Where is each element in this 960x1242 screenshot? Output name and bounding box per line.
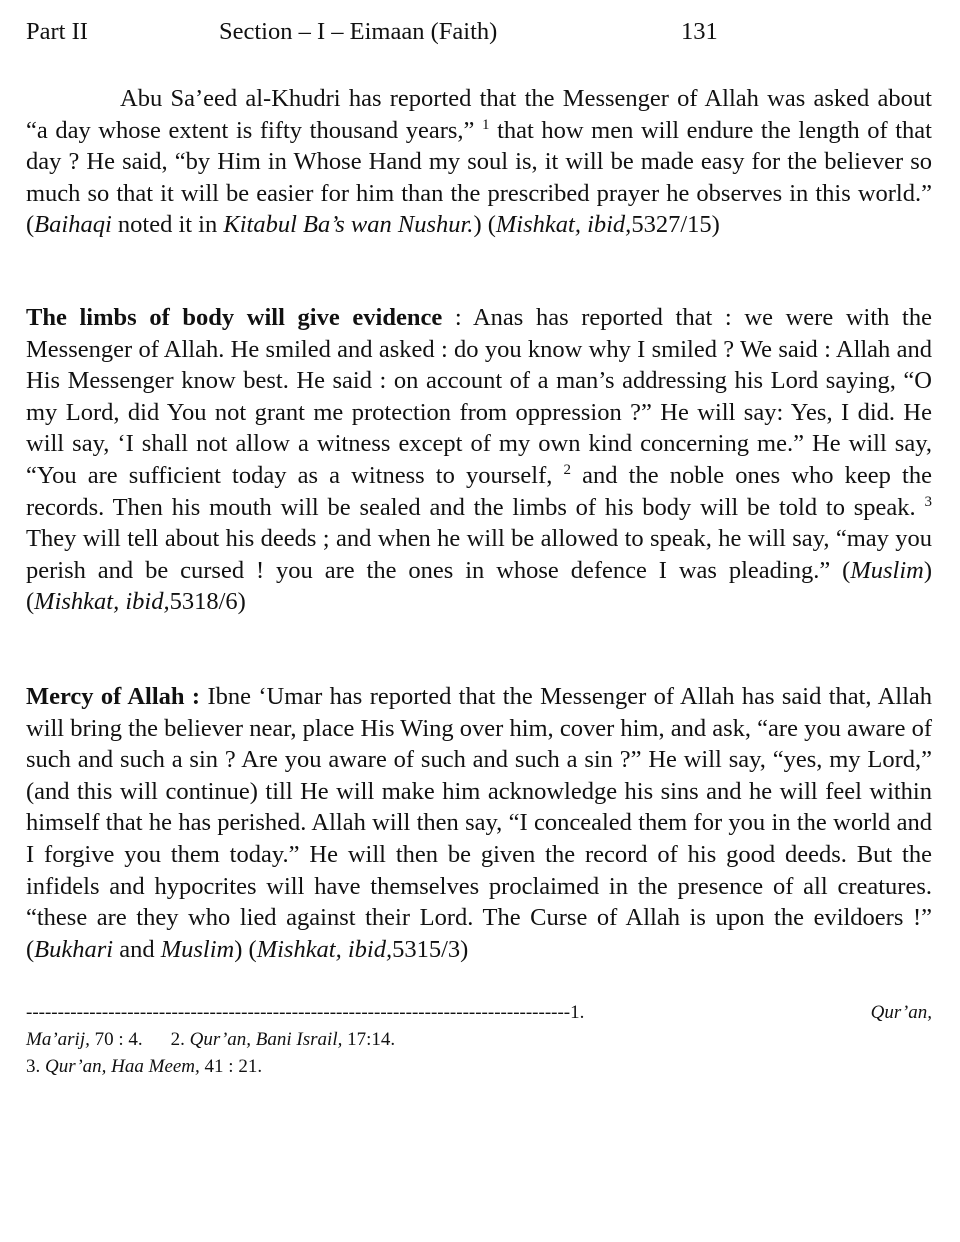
paragraph-day-of-fifty-thousand-years: Abu Sa’eed al-Khudri has reported that the Messenger of Allah was asked about “a day whose extent is fifty thousand years,” $^1$ that how men will endure the length of that day ? He said, “by Him in Whose Hand my soul is, it will be made easy for the believer so much so that it will be easier for him than the prescribed prayer he observes in this world.” (Baihaqi noted it in Kitabul Ba’s wan Nushur.) (Mishkat, ibid,5327/15) <box>26 85 932 239</box>
section-heading-limbs: The limbs of body will give evidence <box>26 304 443 331</box>
footnotes <box>26 999 932 1080</box>
page-number: 131 <box>681 18 718 45</box>
header-part: Part II <box>26 18 88 45</box>
footnote-ref-2: 2 <box>563 461 572 478</box>
footnote-ref-3: 3 <box>924 493 933 510</box>
footnote-ref-1: 1 <box>481 116 490 133</box>
paragraph-mercy-of-allah: Mercy of Allah : Ibne ‘Umar has reported that the Messenger of Allah has said that, Allah will bring the believer near, place His Wing over him, cover him, and ask, “are you aware of such and such a sin ? Are you aware of such and such a sin ?” He will say, “yes, my Lord,” (and this will continue) till He will make him acknowledge his sins and he will feel within himself that he has perished. Allah will then say, “I concealed them for you in the world and I forgive you them today.” He will then be given the record of his good deeds. But the infidels and hypocrites will have themselves proclaimed in the presence of all creatures. “these are they who lied against their Lord. The Curse of Allah is upon the evildoers !” (Bukhari and Muslim) (Mishkat, ibid,5315/3) <box>26 683 933 963</box>
footnote-1-2: Ma’arij, 70 : 4. 2. Qur’an, Bani Israil, 17:14. <box>26 1029 396 1050</box>
footnote-3: 3. Qur’an, Haa Meem, 41 : 21. <box>26 1056 263 1077</box>
footnote-separator: --------------------------------------------------------------------------------------1. Qur’an, <box>26 1002 932 1023</box>
section-heading-mercy: Mercy of Allah : <box>26 683 201 710</box>
header-section-title: Section – I – Eimaan (Faith) <box>219 18 498 45</box>
page-header <box>26 18 932 50</box>
paragraph-limbs-give-evidence: The limbs of body will give evidence : Anas has reported that : we were with the Messenger of Allah. He smiled and asked : do you know why I smiled ? We said : Allah and His Messenger know best. He said : on account of a man’s addressing his Lord saying, “O my Lord, did You not grant me protection from oppression ?” He will say: Yes, I did. He will say, ‘I shall not allow a witness except of my own kind concerning me.” He will say, “You are sufficient today as a witness to yourself, $^2$ and the noble ones who keep the records. Then his mouth will be sealed and the limbs of his body will be told to speak. $^3$ They will tell about his deeds ; and when he will be allowed to speak, he will say, “may you perish and be cursed ! you are the ones in whose defence I was pleading.” (Muslim) (Mishkat, ibid,5318/6) <box>26 304 933 616</box>
